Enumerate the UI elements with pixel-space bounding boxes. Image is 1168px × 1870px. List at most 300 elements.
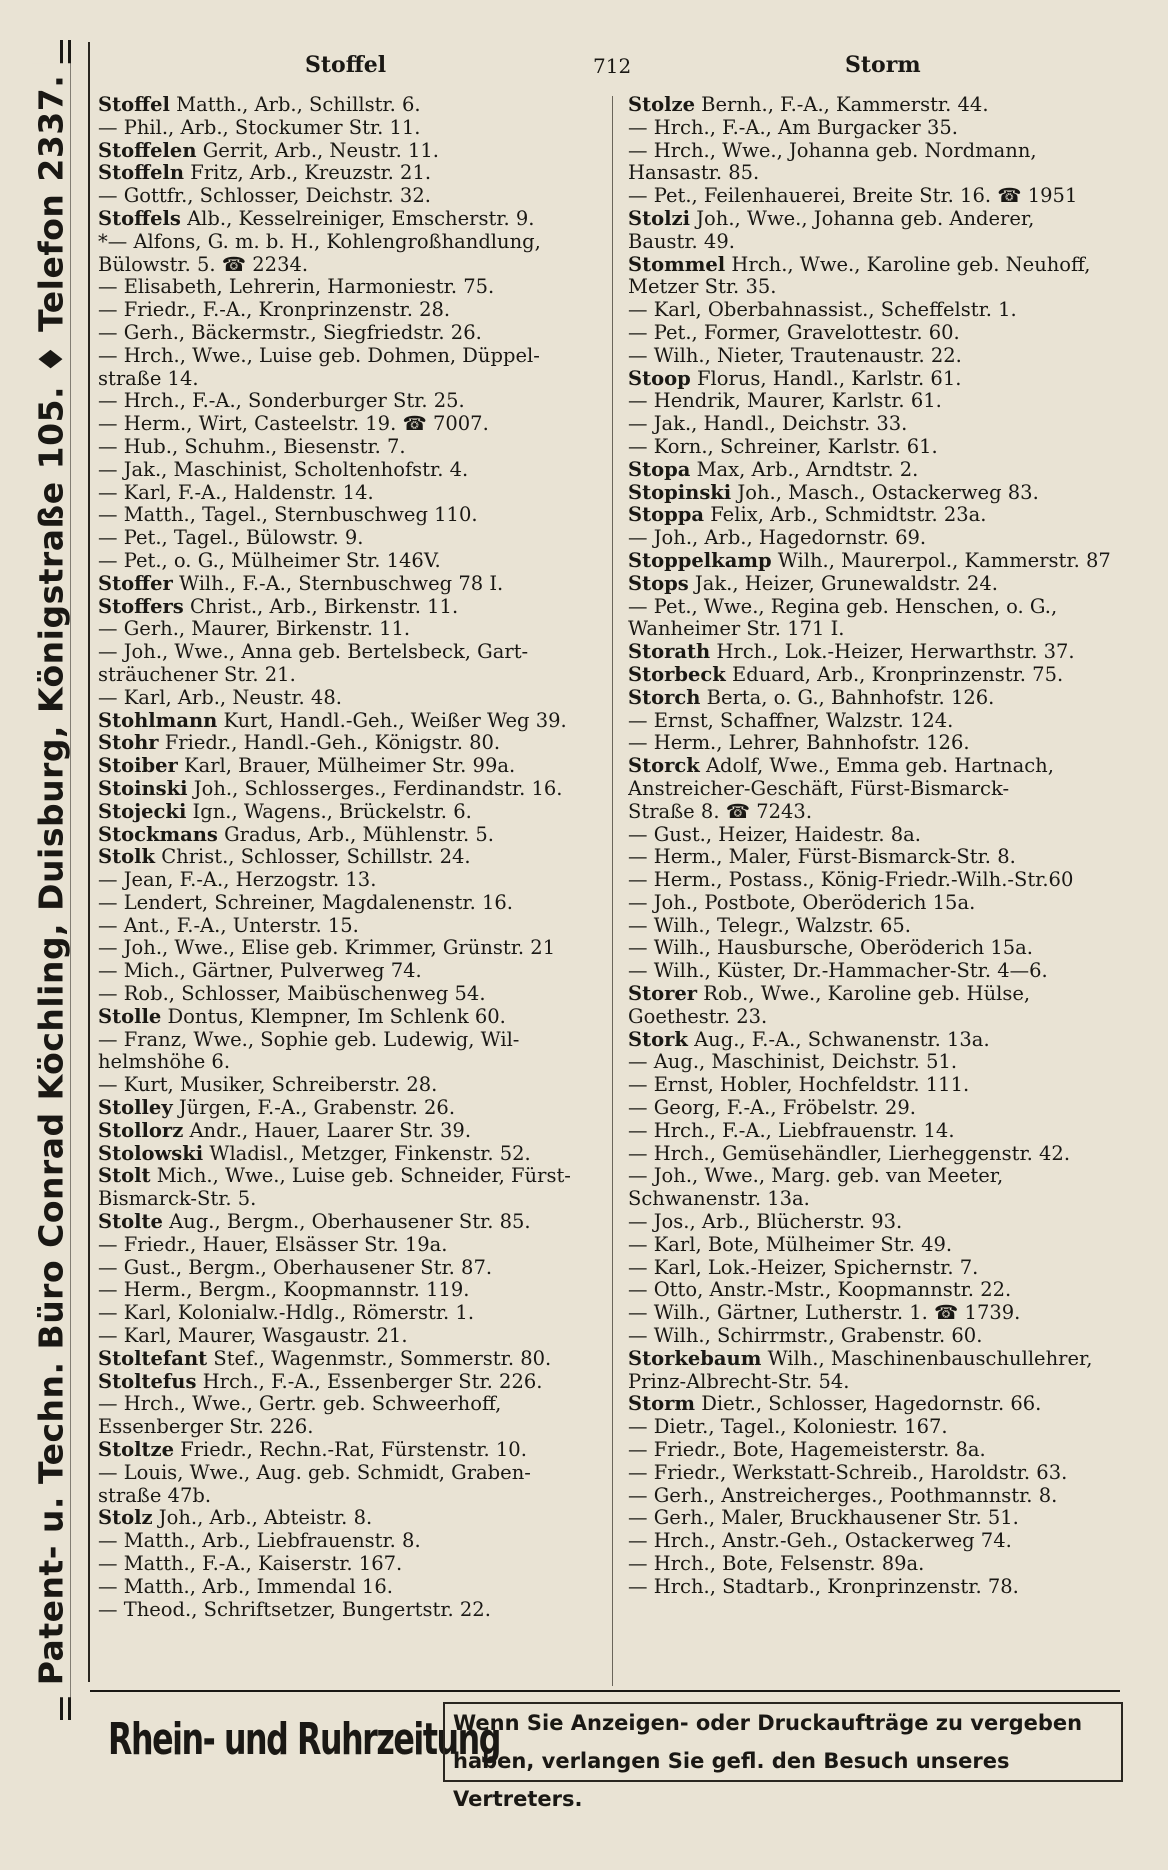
directory-entry [628, 960, 1128, 983]
entry-details: — Franz, Wwe., Sophie geb. Ludewig, Wil- [98, 1028, 520, 1051]
entry-details: Gradus, Arb., Mühlenstr. 5. [217, 823, 495, 846]
entry-surname: Stolte [98, 1211, 163, 1234]
directory-entry [98, 162, 603, 185]
directory-entry [628, 459, 1128, 482]
directory-entry [98, 1257, 603, 1280]
entry-details: — Louis, Wwe., Aug. geb. Schmidt, Graben- [98, 1461, 531, 1484]
directory-entry [628, 664, 1128, 687]
entry-details: — Gust., Bergm., Oberhausener Str. 87. [98, 1256, 493, 1279]
directory-entry [628, 140, 1128, 163]
entry-details: Prinz-Albrecht-Str. 54. [628, 1370, 850, 1393]
directory-entry [628, 413, 1128, 436]
directory-entry [628, 1279, 1128, 1302]
entry-details: Bülowstr. 5. ☎ 2234. [98, 253, 309, 276]
directory-entry [628, 892, 1128, 915]
entry-details: Rob., Wwe., Karoline geb. Hülse, [697, 983, 1031, 1006]
directory-entry [628, 915, 1128, 938]
entry-details: Hansastr. 85. [628, 162, 760, 185]
entry-details: Bismarck-Str. 5. [98, 1188, 257, 1211]
directory-entry [628, 1188, 1128, 1211]
entry-surname: Stollorz [98, 1119, 184, 1142]
directory-entry [628, 1097, 1128, 1120]
entry-details: — Gust., Heizer, Haidestr. 8a. [628, 823, 921, 846]
entry-details: — Joh., Wwe., Elise geb. Krimmer, Grünstr. 21 [98, 937, 556, 960]
entry-details: — Gottfr., Schlosser, Deichstr. 32. [98, 185, 431, 208]
directory-entry [628, 390, 1128, 413]
entry-details: Friedr., Rechn.-Rat, Fürstenstr. 10. [174, 1439, 527, 1462]
header-left-keyword: Stoffel [305, 52, 387, 78]
directory-entry [98, 1439, 603, 1462]
entry-details: — Pet., Feilenhauerei, Breite Str. 16. ☎ 1951 [628, 185, 1078, 208]
entry-details: Jak., Heizer, Grunewaldstr. 24. [688, 572, 998, 595]
entry-details: — Hrch., Wwe., Johanna geb. Nordmann, [628, 139, 1037, 162]
entry-details: — Pet., o. G., Mülheimer Str. 146V. [98, 549, 441, 572]
directory-entry [98, 368, 603, 391]
directory-entry [98, 1348, 603, 1371]
entry-details: Joh., Schlosserges., Ferdinandstr. 16. [187, 777, 563, 800]
directory-entry [628, 1371, 1128, 1394]
newspaper-logo: Rhein- und Ruhrzeitung [108, 1714, 500, 1765]
entry-details: — Joh., Postbote, Oberöderich 15a. [628, 891, 976, 914]
entry-details: — Mich., Gärtner, Pulverweg 74. [98, 960, 422, 983]
entry-surname: Stolzi [628, 207, 690, 230]
directory-entry [628, 1257, 1128, 1280]
entry-details: Ign., Wagens., Brückelstr. 6. [186, 800, 472, 823]
entry-details: Karl, Brauer, Mülheimer Str. 99a. [177, 755, 516, 778]
directory-entry [628, 687, 1128, 710]
entry-details: Mich., Wwe., Luise geb. Schneider, Fürst- [150, 1165, 571, 1188]
entry-details: — Herm., Maler, Fürst-Bismarck-Str. 8. [628, 846, 1016, 869]
entry-surname: Stolze [628, 94, 695, 116]
directory-entry [628, 208, 1128, 231]
directory-entry [628, 710, 1128, 733]
entry-details: — Rob., Schlosser, Maibüschenweg 54. [98, 983, 486, 1006]
entry-details: Joh., Masch., Ostackerweg 83. [731, 481, 1039, 504]
entry-surname: Stopinski [628, 481, 732, 504]
entry-surname: Stoffel [98, 94, 170, 116]
entry-details: — Friedr., Hauer, Elsässer Str. 19a. [98, 1233, 448, 1256]
entry-details: Schwanenstr. 13a. [628, 1188, 810, 1211]
directory-entry [98, 1302, 603, 1325]
entry-details: — Hrch., Wwe., Luise geb. Dohmen, Düppel- [98, 344, 540, 367]
entry-surname: Stolt [98, 1165, 151, 1188]
directory-entry [98, 641, 603, 664]
directory-entry [98, 276, 603, 299]
entry-surname: Storbeck [628, 663, 726, 686]
entry-details: — Wilh., Küster, Dr.-Hammacher-Str. 4—6. [628, 960, 1048, 983]
entry-details: *— Alfons, G. m. b. H., Kohlengroßhandlung, [98, 230, 541, 253]
entry-details: — Kurt, Musiker, Schreiberstr. 28. [98, 1074, 438, 1097]
entry-details: straße 14. [98, 367, 199, 390]
entry-details: — Wilh., Telegr., Walzstr. 65. [628, 914, 912, 937]
entry-details: — Wilh., Hausbursche, Oberöderich 15a. [628, 937, 1033, 960]
entry-details: — Jak., Handl., Deichstr. 33. [628, 413, 908, 436]
entry-details: — Pet., Wwe., Regina geb. Henschen, o. G., [628, 595, 1058, 618]
directory-entry [628, 1485, 1128, 1508]
directory-entry [98, 732, 603, 755]
directory-entry [98, 801, 603, 824]
directory-entry [98, 915, 603, 938]
entry-details: — Karl, Bote, Mülheimer Str. 49. [628, 1233, 953, 1256]
entry-details: Aug., F.-A., Schwanenstr. 13a. [687, 1028, 990, 1051]
directory-entry [98, 1416, 603, 1439]
directory-entry [628, 1234, 1128, 1257]
entry-details: — Theod., Schriftsetzer, Bungertstr. 22. [98, 1598, 491, 1621]
entry-surname: Storch [628, 686, 701, 709]
entry-details: — Ernst, Hobler, Hochfeldstr. 111. [628, 1074, 970, 1097]
directory-entry [98, 687, 603, 710]
directory-entry [98, 869, 603, 892]
directory-entry [628, 299, 1128, 322]
entry-details: — Jean, F.-A., Herzogstr. 13. [98, 869, 377, 892]
entry-details: — Jos., Arb., Blücherstr. 93. [628, 1211, 903, 1234]
entry-details: Dontus, Klempner, Im Schlenk 60. [161, 1005, 506, 1028]
directory-entry [628, 1029, 1128, 1052]
entry-details: — Elisabeth, Lehrerin, Harmoniestr. 75. [98, 276, 495, 299]
entry-surname: Stoffels [98, 207, 181, 230]
right-column [628, 94, 1128, 1599]
directory-entry [628, 117, 1128, 140]
entry-details: — Wilh., Gärtner, Lutherstr. 1. ☎ 1739. [628, 1302, 1021, 1325]
directory-entry [628, 1006, 1128, 1029]
entry-details: Christ., Schlosser, Schillstr. 24. [155, 846, 471, 869]
entry-details: — Dietr., Tagel., Koloniestr. 167. [628, 1416, 948, 1439]
directory-entry [98, 504, 603, 527]
directory-entry [628, 641, 1128, 664]
entry-details: Felix, Arb., Schmidtstr. 23a. [704, 504, 987, 527]
entry-details: — Hrch., Bote, Felsenstr. 89a. [628, 1553, 925, 1575]
entry-surname: Stoppelkamp [628, 549, 772, 572]
directory-entry [98, 1393, 603, 1416]
entry-details: Berta, o. G., Bahnhofstr. 126. [700, 686, 995, 709]
entry-details: Hrch., Wwe., Karoline geb. Neuhoff, [725, 253, 1091, 276]
directory-entry [628, 94, 1128, 117]
entry-surname: Stolowski [98, 1142, 204, 1165]
directory-entry [628, 846, 1128, 869]
entry-details: — Herm., Lehrer, Bahnhofstr. 126. [628, 732, 970, 755]
directory-entry [98, 1074, 603, 1097]
entry-surname: Stommel [628, 253, 726, 276]
directory-entry [98, 1188, 603, 1211]
entry-surname: Storkebaum [628, 1347, 762, 1370]
directory-entry [628, 436, 1128, 459]
directory-entry [98, 1234, 603, 1257]
entry-details: — Ernst, Schaffner, Walzstr. 124. [628, 709, 954, 732]
entry-details: Eduard, Arb., Kronprinzenstr. 75. [725, 663, 1064, 686]
entry-details: — Hrch., F.-A., Liebfrauenstr. 14. [628, 1119, 955, 1142]
directory-entry [98, 710, 603, 733]
directory-entry [98, 1371, 603, 1394]
directory-entry [628, 276, 1128, 299]
column-divider [612, 96, 613, 1686]
left-column [98, 94, 603, 1621]
entry-details: — Karl, Maurer, Wasgaustr. 21. [98, 1325, 408, 1348]
entry-details: — Herm., Postass., König-Friedr.-Wilh.-Str.60 [628, 869, 1074, 892]
entry-details: Anstreicher-Geschäft, Fürst-Bismarck- [628, 777, 1010, 800]
entry-details: — Hendrik, Maurer, Karlstr. 61. [628, 390, 942, 413]
directory-entry [628, 254, 1128, 277]
advert-line-1: Wenn Sie Anzeigen- oder Druckaufträge zu vergeben [453, 1711, 1083, 1735]
page-header [90, 46, 1128, 86]
entry-details: Straße 8. ☎ 7243. [628, 800, 813, 823]
directory-entry [628, 983, 1128, 1006]
directory-entry [628, 755, 1128, 778]
directory-entry [628, 368, 1128, 391]
entry-surname: Storm [628, 1393, 696, 1416]
directory-entry [98, 664, 603, 687]
directory-entry [98, 983, 603, 1006]
directory-entry [98, 618, 603, 641]
entry-details: Joh., Wwe., Johanna geb. Anderer, [690, 207, 1035, 230]
entry-details: straße 47b. [98, 1484, 212, 1507]
entry-surname: Stoppa [628, 504, 705, 527]
entry-details: Hrch., F.-A., Essenberger Str. 226. [196, 1370, 543, 1393]
directory-entry [628, 527, 1128, 550]
directory-entry [628, 1576, 1128, 1599]
directory-entry [98, 390, 603, 413]
directory-entry [98, 1143, 603, 1166]
directory-entry [98, 322, 603, 345]
directory-entry [98, 459, 603, 482]
directory-entry [98, 937, 603, 960]
entry-details: Wilh., F.-A., Sternbuschweg 78 I. [172, 572, 504, 595]
entry-details: — Gerh., Bäckermstr., Siegfriedstr. 26. [98, 321, 482, 344]
directory-entry [98, 1507, 603, 1530]
entry-details: — Korn., Schreiner, Karlstr. 61. [628, 435, 938, 458]
entry-details: — Matth., Tagel., Sternbuschweg 110. [98, 504, 478, 527]
entry-details: — Georg, F.-A., Fröbelstr. 29. [628, 1097, 916, 1120]
entry-details: Essenberger Str. 226. [98, 1416, 314, 1439]
entry-details: — Aug., Maschinist, Deichstr. 51. [628, 1051, 958, 1074]
entry-details: — Hrch., Gemüsehändler, Lierheggenstr. 42. [628, 1142, 1071, 1165]
directory-entry [98, 1553, 603, 1576]
entry-surname: Stoffelen [98, 139, 197, 162]
entry-details: Hrch., Lok.-Heizer, Herwarthstr. 37. [710, 641, 1075, 664]
directory-entry [98, 1576, 603, 1599]
entry-details: Goethestr. 23. [628, 1005, 768, 1028]
directory-entry [98, 482, 603, 505]
entry-details: Metzer Str. 35. [628, 276, 777, 299]
entry-details: — Karl, Arb., Neustr. 48. [98, 686, 342, 709]
directory-entry [98, 1530, 603, 1553]
directory-entry [98, 185, 603, 208]
entry-details: sträuchener Str. 21. [98, 663, 296, 686]
entry-surname: Stolley [98, 1097, 173, 1120]
entry-details: — Ant., F.-A., Unterstr. 15. [98, 914, 359, 937]
directory-entry [98, 824, 603, 847]
directory-entry [98, 550, 603, 573]
directory-entry [628, 618, 1128, 641]
page-number: 712 [593, 54, 632, 78]
directory-entry [628, 1074, 1128, 1097]
directory-entry [628, 1507, 1128, 1530]
directory-entry [628, 231, 1128, 254]
directory-entry [628, 1393, 1128, 1416]
directory-entry [98, 140, 603, 163]
entry-details: — Jak., Maschinist, Scholtenhofstr. 4. [98, 458, 469, 481]
directory-entry [628, 1348, 1128, 1371]
directory-entry [98, 436, 603, 459]
directory-entry [98, 596, 603, 619]
entry-surname: Stoiber [98, 755, 178, 778]
directory-entry [98, 892, 603, 915]
entry-surname: Stolz [98, 1507, 153, 1530]
directory-entry [98, 117, 603, 140]
entry-details: Kurt, Handl.-Geh., Weißer Weg 39. [217, 709, 567, 732]
directory-entry [628, 596, 1128, 619]
entry-details: Wanheimer Str. 171 I. [628, 618, 845, 641]
entry-details: — Joh., Arb., Hagedornstr. 69. [628, 527, 927, 550]
entry-details: Stef., Wagenmstr., Sommerstr. 80. [207, 1347, 552, 1370]
entry-details: — Herm., Wirt, Casteelstr. 19. ☎ 7007. [98, 413, 489, 436]
directory-entry [98, 573, 603, 596]
directory-entry [98, 413, 603, 436]
directory-entry [628, 504, 1128, 527]
entry-surname: Storath [628, 641, 711, 664]
entry-details: — Lendert, Schreiner, Magdalenenstr. 16. [98, 891, 513, 914]
entry-details: — Hrch., F.-A., Sonderburger Str. 25. [98, 390, 465, 413]
entry-details: Christ., Arb., Birkenstr. 11. [183, 595, 459, 618]
directory-entry [628, 1462, 1128, 1485]
entry-details: — Matth., Arb., Immendal 16. [98, 1575, 393, 1598]
header-right-keyword: Storm [845, 52, 921, 78]
directory-entry [98, 755, 603, 778]
entry-details: — Friedr., Werkstatt-Schreib., Haroldstr. 63. [628, 1461, 1068, 1484]
entry-surname: Stoop [628, 367, 691, 390]
entry-details: — Hrch., F.-A., Am Burgacker 35. [628, 116, 958, 139]
entry-details: Wladisl., Metzger, Finkenstr. 52. [203, 1142, 531, 1165]
entry-surname: Stoltefus [98, 1370, 197, 1393]
directory-entry [628, 732, 1128, 755]
entry-details: Jürgen, F.-A., Grabenstr. 26. [172, 1097, 456, 1120]
entry-details: — Gerh., Maurer, Birkenstr. 11. [98, 618, 411, 641]
directory-entry [98, 1599, 603, 1622]
entry-surname: Stoffer [98, 572, 173, 595]
entry-details: — Otto, Anstr.-Mstr., Koopmannstr. 22. [628, 1279, 1012, 1302]
entry-details: — Karl, Kolonialw.-Hdlg., Römerstr. 1. [98, 1302, 475, 1325]
entry-details: — Joh., Wwe., Anna geb. Bertelsbeck, Gart- [98, 641, 529, 664]
directory-entry [628, 345, 1128, 368]
advert-box [443, 1702, 1123, 1811]
entry-surname: Stoffeln [98, 162, 185, 185]
directory-entry [628, 185, 1128, 208]
entry-details: Florus, Handl., Karlstr. 61. [690, 367, 962, 390]
entry-surname: Stohr [98, 732, 159, 755]
entry-details: — Pet., Former, Gravelottestr. 60. [628, 321, 960, 344]
entry-details: — Karl, Lok.-Heizer, Spichernstr. 7. [628, 1256, 979, 1279]
entry-details: Andr., Hauer, Laarer Str. 39. [183, 1119, 472, 1142]
entry-surname: Stoffers [98, 595, 184, 618]
directory-entry [98, 960, 603, 983]
directory-entry [628, 801, 1128, 824]
entry-details: — Herm., Bergm., Koopmannstr. 119. [98, 1279, 470, 1302]
directory-entry [628, 1439, 1128, 1462]
directory-entry [628, 1302, 1128, 1325]
entry-details: Wilh., Maurerpol., Kammerstr. 87 [771, 549, 1111, 572]
directory-entry [628, 1051, 1128, 1074]
entry-surname: Stohlmann [98, 709, 218, 732]
directory-entry [628, 550, 1128, 573]
directory-entry [98, 1279, 603, 1302]
directory-entry [98, 1051, 603, 1074]
entry-details: — Karl, F.-A., Haldenstr. 14. [98, 481, 374, 504]
entry-details: Fritz, Arb., Kreuzstr. 21. [184, 162, 432, 185]
entry-details: — Wilh., Schirrmstr., Grabenstr. 60. [628, 1325, 983, 1348]
directory-entry [628, 778, 1128, 801]
footer-rule [90, 1690, 1120, 1692]
directory-entry [98, 846, 603, 869]
directory-entry [628, 1211, 1128, 1234]
sidebar-advert-text: Patent- u. Techn. Büro Conrad Köchling, Duisburg, Königstraße 105. ♦ Telefon 2337. [32, 63, 71, 1697]
directory-entry [98, 299, 603, 322]
entry-details: Baustr. 49. [628, 230, 735, 253]
directory-entry [628, 1416, 1128, 1439]
entry-details: Gerrit, Arb., Neustr. 11. [196, 139, 440, 162]
entry-details: — Hrch., Stadtarb., Kronprinzenstr. 78. [628, 1575, 1019, 1598]
entry-details: — Wilh., Nieter, Trautenaustr. 22. [628, 344, 962, 367]
entry-details: Matth., Arb., Schillstr. 6. [169, 94, 421, 116]
sidebar-advert [20, 40, 82, 1720]
directory-entry [628, 869, 1128, 892]
entry-details: — Phil., Arb., Stockumer Str. 11. [98, 116, 421, 139]
entry-surname: Stopa [628, 458, 691, 481]
directory-entry [98, 778, 603, 801]
directory-entry [98, 1006, 603, 1029]
entry-details: — Gerh., Maler, Bruckhausener Str. 51. [628, 1507, 1019, 1530]
entry-surname: Stojecki [98, 800, 187, 823]
entry-details: — Hub., Schuhm., Biesenstr. 7. [98, 435, 406, 458]
entry-details: Friedr., Handl.-Geh., Königstr. 80. [158, 732, 501, 755]
entry-details: — Matth., Arb., Liebfrauenstr. 8. [98, 1530, 421, 1553]
directory-entry [628, 1325, 1128, 1348]
entry-details: Bernh., F.-A., Kammerstr. 44. [694, 94, 989, 116]
entry-details: Wilh., Maschinenbauschullehrer, [761, 1347, 1093, 1370]
advert-line-2: haben, verlangen Sie gefl. den Besuch unseres Vertreters. [453, 1749, 1010, 1811]
entry-details: Adolf, Wwe., Emma geb. Hartnach, [699, 755, 1054, 778]
directory-entry [628, 1165, 1128, 1188]
directory-entry [628, 162, 1128, 185]
entry-surname: Stoinski [98, 777, 188, 800]
entry-surname: Stoltefant [98, 1347, 208, 1370]
entry-details: Alb., Kesselreiniger, Emscherstr. 9. [180, 207, 535, 230]
entry-details: Joh., Arb., Abteistr. 8. [152, 1507, 373, 1530]
directory-entry [98, 94, 603, 117]
directory-entry [628, 937, 1128, 960]
entry-details: Dietr., Schlosser, Hagedornstr. 66. [695, 1393, 1042, 1416]
directory-entry [628, 824, 1128, 847]
directory-entry [628, 1530, 1128, 1553]
directory-entry [98, 1120, 603, 1143]
entry-details: — Pet., Tagel., Bülowstr. 9. [98, 527, 364, 550]
entry-details: — Karl, Oberbahnassist., Scheffelstr. 1. [628, 299, 1017, 322]
entry-surname: Stolle [98, 1005, 162, 1028]
entry-details: — Hrch., Wwe., Gertr. geb. Schweerhoff, [98, 1393, 502, 1416]
directory-entry [628, 1553, 1128, 1576]
directory-entry [628, 1143, 1128, 1166]
entry-details: — Hrch., Anstr.-Geh., Ostackerweg 74. [628, 1530, 1012, 1553]
directory-entry [628, 322, 1128, 345]
entry-details: Max, Arb., Arndtstr. 2. [690, 458, 919, 481]
entry-surname: Storer [628, 983, 698, 1006]
directory-entry [98, 1029, 603, 1052]
entry-surname: Stops [628, 572, 689, 595]
directory-entry [98, 345, 603, 368]
directory-entry [98, 527, 603, 550]
entry-surname: Storck [628, 755, 700, 778]
entry-details: helmshöhe 6. [98, 1051, 231, 1074]
entry-surname: Stoltze [98, 1439, 174, 1462]
entry-details: — Matth., F.-A., Kaiserstr. 167. [98, 1553, 403, 1575]
